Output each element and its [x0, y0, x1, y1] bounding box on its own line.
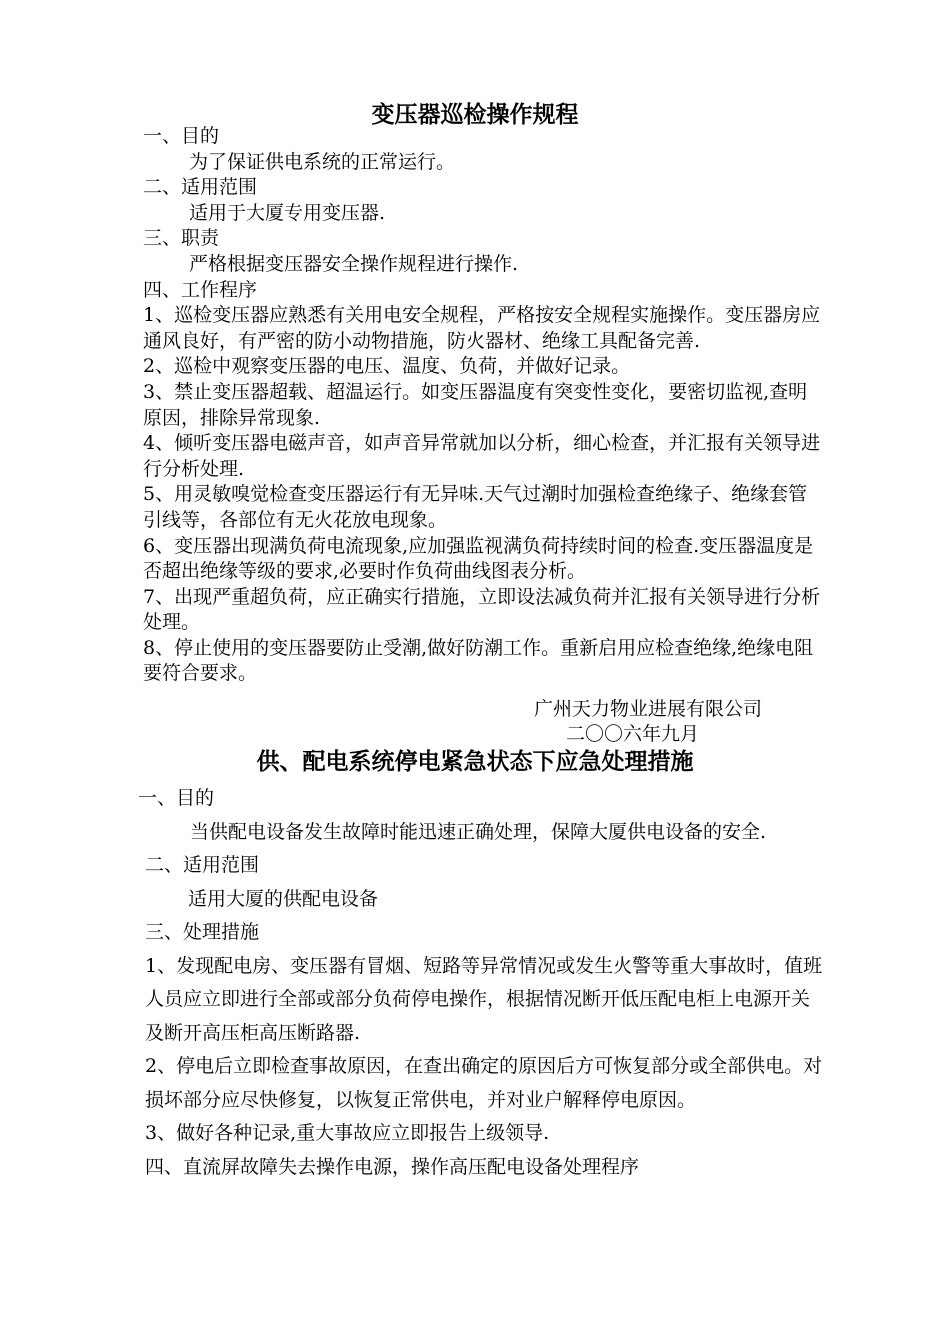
doc1-procedure-item: 4、倾听变压器电磁声音，如声音异常就加以分析，细心检查，并汇报有关领导进行分析处理.: [143, 432, 821, 480]
doc1-procedure-item: 6、变压器出现满负荷电流现象,应加强监视满负荷持续时间的检查.变压器温度是否超出绝缘等级的要求,必要时作负荷曲线图表分析。: [143, 534, 814, 583]
doc1-procedure-item: 2、巡检中观察变压器的电压、温度、负荷，并做好记录。: [143, 355, 631, 378]
doc1-procedure-item: 8、停止使用的变压器要防止受潮,做好防潮工作。重新启用应检查绝缘,绝缘电阻要符合要求。: [143, 636, 814, 685]
doc1-section-duty-body: 严格根据变压器安全操作规程进行操作.: [189, 252, 519, 275]
doc2-measure-item: 1、发现配电房、变压器有冒烟、短路等异常情况或发生火警等重大事故时，值班人员应立即进行全部或部分负荷停电操作，根据情况断开低压配电柜上电源开关及断开高压柜高压断路器.: [145, 954, 823, 1044]
doc1-section-scope-heading: 二、适用范围: [143, 176, 258, 199]
doc1-procedure-item: 3、禁止变压器超载、超温运行。如变压器温度有突变性变化，要密切监视,查明原因，排除异常现象.: [143, 380, 808, 429]
doc1-section-purpose-heading: 一、目的: [143, 125, 220, 147]
doc1-body: [143, 124, 823, 687]
doc1-title: 变压器巡检操作规程: [371, 102, 579, 128]
doc1-procedure-item: 1、巡检变压器应熟悉有关用电安全规程，严格按安全规程实施操作。变压器房应通风良好，有严密的防小动物措施，防火器材、绝缘工具配备完善.: [143, 304, 821, 352]
doc2-section-purpose-heading: 一、目的: [138, 787, 215, 809]
doc2-section-measures-heading: 三、处理措施: [145, 921, 260, 943]
doc2-section-purpose-body: 当供配电设备发生故障时能迅速正确处理，保障大厦供电设备的安全.: [190, 820, 767, 843]
doc2-section-scope-heading: 二、适用范围: [145, 854, 260, 876]
doc1-section-duty-heading: 三、职责: [143, 227, 220, 250]
doc2-body: [138, 782, 823, 1184]
doc2-title: 供、配电系统停电紧急状态下应急处理措施: [256, 749, 694, 775]
doc1-section-scope-body: 适用于大厦专用变压器.: [189, 201, 386, 224]
doc1-procedure-item: 7、出现严重超负荷，应正确实行措施，立即设法减负荷并汇报有关领导进行分析处理。: [143, 585, 821, 634]
doc2-section-dc-heading: 四、直流屏故障失去操作电源，操作高压配电设备处理程序: [145, 1155, 640, 1178]
doc1-date: 二〇〇六年九月: [566, 723, 700, 745]
doc1-section-procedure-heading: 四、工作程序: [143, 278, 258, 301]
doc1-procedure-item: 5、用灵敏嗅觉检查变压器运行有无异味.天气过潮时加强检查绝缘子、绝缘套管引线等，各部位有无火花放电现象。: [143, 483, 808, 531]
doc2-measure-item: 2、停电后立即检查事故原因，在查出确定的原因后方可恢复部分或全部供电。对损坏部分应尽快修复，以恢复正常供电，并对业户解释停电原因。: [145, 1055, 823, 1111]
doc2-measure-item: 3、做好各种记录,重大事故应立即报告上级领导.: [145, 1122, 550, 1144]
doc2-section-scope-body: 适用大厦的供配电设备: [188, 887, 379, 910]
doc1-company-signature: 广州天力物业进展有限公司: [534, 698, 763, 720]
doc1-section-purpose-body: 为了保证供电系统的正常运行。: [189, 150, 456, 173]
